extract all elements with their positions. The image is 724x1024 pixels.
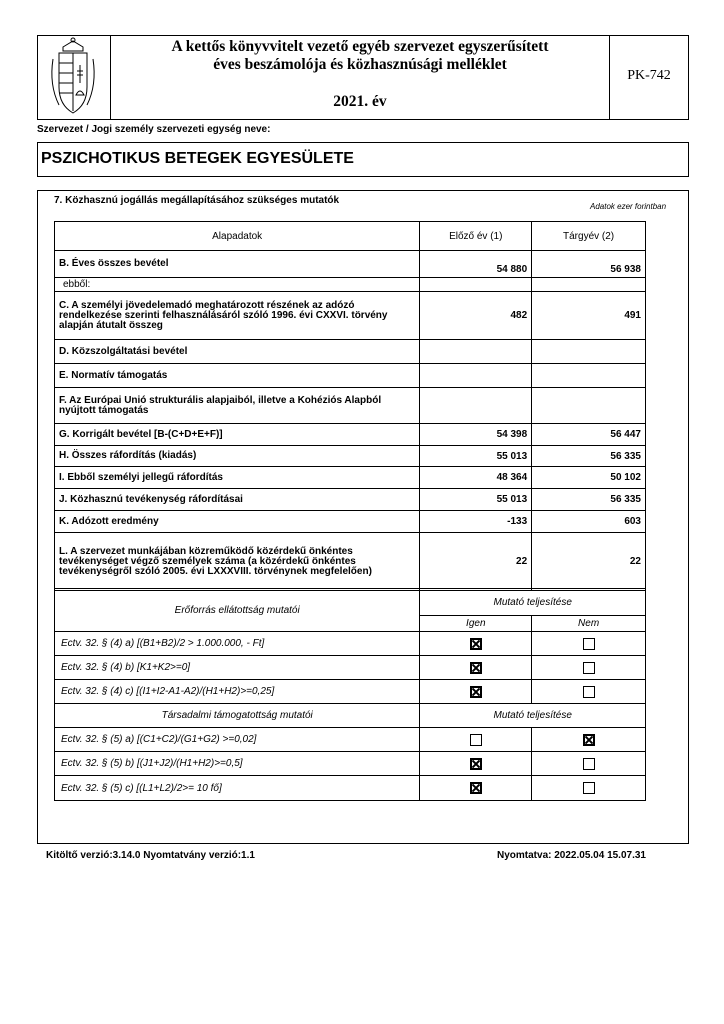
no-cell: [532, 776, 646, 801]
row-label: G. Korrigált bevétel [B-(C+D+E+F)]: [55, 424, 420, 446]
yes-header: Igen: [420, 616, 532, 632]
fulfillment-header: Mutató teljesítése: [420, 589, 646, 616]
no-checkbox[interactable]: [583, 686, 595, 698]
indicators-table: [54, 588, 646, 801]
row-prev-value: [420, 388, 532, 424]
row-prev-value: 48 364: [420, 467, 532, 489]
indicator-label: Ectv. 32. § (4) b) [K1+K2>=0]: [55, 656, 420, 680]
row-curr-value: 603: [532, 511, 646, 533]
row-prev-value: 54 398: [420, 424, 532, 446]
form-code: PK-742: [627, 68, 671, 83]
row-label: F. Az Európai Unió strukturális alapjaiból, illetve a Kohéziós Alapból nyújtott támogatás: [55, 388, 420, 424]
indicator-label: Ectv. 32. § (4) a) [(B1+B2)/2 > 1.000.000, - Ft]: [55, 632, 420, 656]
row-prev-value: 22: [420, 533, 532, 591]
organization-name: PSZICHOTIKUS BETEGEK EGYESÜLETE: [41, 150, 354, 167]
social-indicators-header: Társadalmi támogatottság mutatói: [55, 704, 420, 728]
form-title: [112, 38, 608, 74]
yes-cell: [420, 776, 532, 801]
no-cell: [532, 752, 646, 776]
yes-checkbox[interactable]: [470, 662, 482, 674]
coat-of-arms-icon: [37, 35, 110, 120]
coat-of-arms-logo: [37, 35, 111, 120]
no-cell: [532, 728, 646, 752]
row-curr-value: 56 335: [532, 489, 646, 511]
indicator-label: Ectv. 32. § (5) c) [(L1+L2)/2>= 10 fő]: [55, 776, 420, 801]
footer-version: Kitöltő verzió:3.14.0 Nyomtatvány verzió:1.1: [46, 850, 255, 861]
row-label: I. Ebből személyi jellegű ráfordítás: [55, 467, 420, 489]
no-cell: [532, 632, 646, 656]
no-checkbox[interactable]: [583, 734, 595, 746]
no-cell: [532, 656, 646, 680]
form-year: 2021. év: [333, 93, 387, 110]
organization-label: Szervezet / Jogi személy szervezeti egység neve:: [37, 124, 271, 135]
row-prev-value: 55 013: [420, 489, 532, 511]
indicator-label: Ectv. 32. § (5) b) [(J1+J2)/(H1+H2)>=0,5]: [55, 752, 420, 776]
row-label: E. Normatív támogatás: [55, 364, 420, 388]
row-label: D. Közszolgáltatási bevétel: [55, 340, 420, 364]
row-curr-value: [532, 364, 646, 388]
table-row: [55, 364, 646, 388]
unit-note: Adatok ezer forintban: [590, 202, 667, 211]
indicator-row: [55, 656, 646, 680]
table-row: [55, 388, 646, 424]
no-header: Nem: [532, 616, 646, 632]
row-curr-value: [532, 388, 646, 424]
yes-cell: [420, 632, 532, 656]
header-prev-year: Előző év (1): [420, 222, 532, 251]
base-data-table: [54, 221, 646, 591]
row-label: H. Összes ráfordítás (kiadás): [55, 446, 420, 467]
yes-checkbox[interactable]: [470, 638, 482, 650]
yes-cell: [420, 728, 532, 752]
row-prev-value: 482: [420, 292, 532, 340]
no-checkbox[interactable]: [583, 758, 595, 770]
row-prev-value: [420, 340, 532, 364]
row-prev-value: [420, 278, 532, 292]
row-prev-value: 55 013: [420, 446, 532, 467]
row-prev-value: -133: [420, 511, 532, 533]
row-label: K. Adózott eredmény: [55, 511, 420, 533]
social-fulfillment-header: Mutató teljesítése: [420, 704, 646, 728]
table-row: [55, 424, 646, 446]
indicator-row: [55, 680, 646, 704]
resource-indicators-header: Erőforrás ellátottság mutatói: [55, 589, 420, 632]
indicator-row: [55, 632, 646, 656]
table-row: [55, 278, 646, 292]
row-curr-value: 56 938: [532, 251, 646, 278]
row-prev-value: 54 880: [420, 251, 532, 278]
yes-checkbox[interactable]: [470, 758, 482, 770]
table-row: [55, 251, 646, 278]
yes-cell: [420, 680, 532, 704]
row-label: C. A személyi jövedelemadó meghatározott részének az adózó rendelkezése szerinti felhasználásáról szóló 1996. évi CXXVI. törvény alapján átutalt összeg: [55, 292, 420, 340]
footer-print-date: Nyomtatva: 2022.05.04 15.07.31: [497, 850, 646, 861]
row-curr-value: 491: [532, 292, 646, 340]
row-curr-value: [532, 340, 646, 364]
table-row: [55, 292, 646, 340]
row-curr-value: 22: [532, 533, 646, 591]
yes-checkbox[interactable]: [470, 686, 482, 698]
header-base-data: Alapadatok: [55, 222, 420, 251]
no-cell: [532, 680, 646, 704]
table-row: [55, 489, 646, 511]
indicator-label: Ectv. 32. § (5) a) [(C1+C2)/(G1+G2) >=0,02]: [55, 728, 420, 752]
table-row: [55, 340, 646, 364]
row-curr-value: 56 335: [532, 446, 646, 467]
row-label: B. Éves összes bevétel: [55, 251, 420, 278]
form-title-line1: A kettős könyvvitelt vezető egyéb szervezet egyszerűsített: [171, 38, 549, 55]
row-curr-value: 56 447: [532, 424, 646, 446]
row-label: J. Közhasznú tevékenység ráfordításai: [55, 489, 420, 511]
indicator-row: [55, 752, 646, 776]
yes-checkbox[interactable]: [470, 782, 482, 794]
form-title-line2: éves beszámolója és közhasznúsági melléklet: [213, 56, 507, 73]
yes-checkbox[interactable]: [470, 734, 482, 746]
indicator-row: [55, 728, 646, 752]
indicator-row: [55, 776, 646, 801]
table-row: [55, 446, 646, 467]
section-title: 7. Közhasznú jogállás megállapításához szükséges mutatók: [54, 195, 340, 206]
table-row: [55, 511, 646, 533]
table-row: [55, 533, 646, 591]
row-prev-value: [420, 364, 532, 388]
yes-cell: [420, 656, 532, 680]
row-label: ebből:: [55, 278, 420, 292]
indicator-label: Ectv. 32. § (4) c) [(I1+I2-A1-A2)/(H1+H2)>=0,25]: [55, 680, 420, 704]
resource-header-row: [55, 589, 646, 616]
no-checkbox[interactable]: [583, 638, 595, 650]
header-current-year: Tárgyév (2): [532, 222, 646, 251]
yes-cell: [420, 752, 532, 776]
no-checkbox[interactable]: [583, 662, 595, 674]
social-header-row: [55, 704, 646, 728]
table-header-row: [55, 222, 646, 251]
row-curr-value: [532, 278, 646, 292]
no-checkbox[interactable]: [583, 782, 595, 794]
row-label: L. A szervezet munkájában közreműködő közérdekű önkéntes tevékenységet végző személyek száma (a közérdekű önkéntes tevékenységről szóló 2005. évi LXXXVIII. törvénynek megfelelően): [55, 533, 420, 591]
row-curr-value: 50 102: [532, 467, 646, 489]
table-row: [55, 467, 646, 489]
